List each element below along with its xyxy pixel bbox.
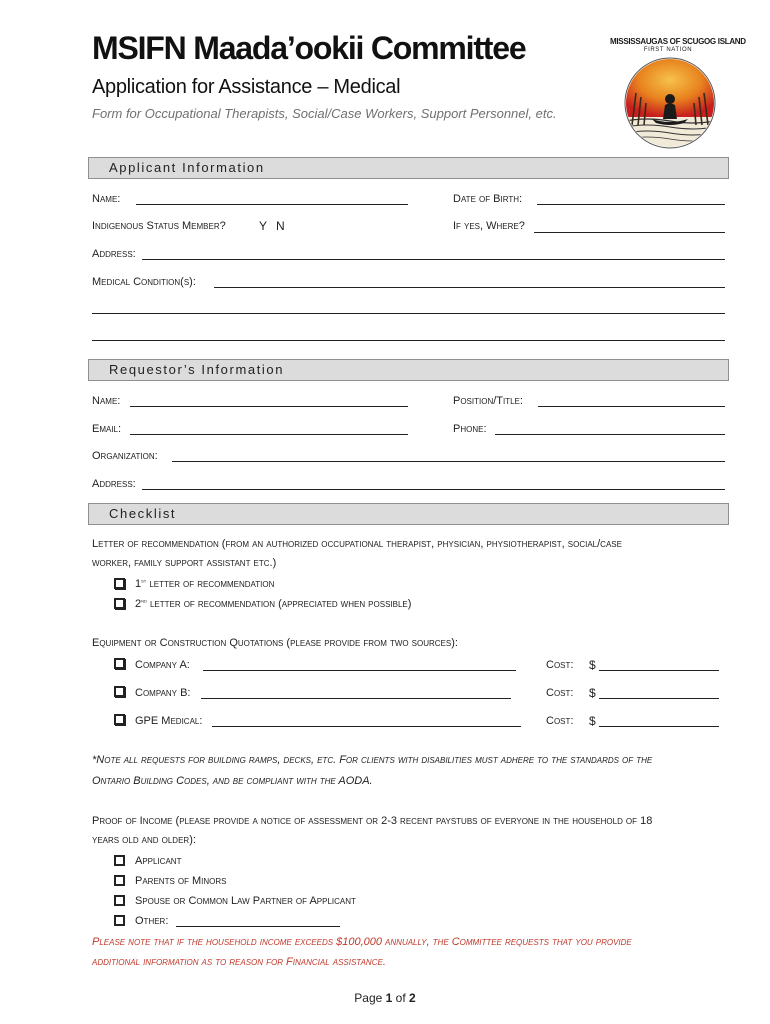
section-requestor-information bbox=[88, 359, 729, 381]
requestor-email-field[interactable] bbox=[130, 434, 408, 435]
gpe-medical-cost-label: Cost: bbox=[546, 715, 574, 727]
section-checklist bbox=[88, 503, 729, 525]
letter-1-item bbox=[135, 578, 274, 590]
medical-condition-field-line-3[interactable] bbox=[92, 340, 725, 341]
requestor-name-field[interactable] bbox=[130, 406, 408, 407]
income-threshold-note-line-1: Please note that if the household income exceeds $100,000 annually, the Committee requests that you provide bbox=[92, 936, 632, 948]
checkbox-company-b[interactable] bbox=[114, 686, 125, 697]
applicant-address-label: Address: bbox=[92, 248, 136, 260]
requestor-phone-field[interactable] bbox=[495, 434, 725, 435]
checkbox-other[interactable] bbox=[114, 915, 125, 926]
letter-intro-line-2: worker, family support assistant etc.) bbox=[92, 557, 277, 569]
section-applicant-information bbox=[88, 157, 729, 179]
section-heading: Applicant Information bbox=[109, 160, 265, 175]
section-heading: Checklist bbox=[109, 506, 177, 521]
income-parents-label: Parents of Minors bbox=[135, 875, 227, 887]
company-a-label: Company A: bbox=[135, 659, 190, 671]
page-word: Page bbox=[354, 991, 383, 1005]
letter-2-text: letter of recommendation (appreciated when possible) bbox=[149, 598, 412, 610]
letter-1-number: 1 bbox=[135, 578, 142, 590]
letter-1-ordinal: st bbox=[141, 578, 147, 585]
medical-condition-field-line-2[interactable] bbox=[92, 313, 725, 314]
gpe-medical-label: GPE Medical: bbox=[135, 715, 203, 727]
checkbox-company-a[interactable] bbox=[114, 658, 125, 669]
gpe-medical-field[interactable] bbox=[212, 726, 521, 727]
company-b-currency: $ bbox=[589, 686, 596, 700]
requestor-phone-label: Phone: bbox=[453, 423, 487, 435]
requestor-name-label: Name: bbox=[92, 395, 121, 407]
page-total: 2 bbox=[409, 991, 416, 1005]
requestor-organization-field[interactable] bbox=[172, 461, 725, 462]
letter-1-text: letter of recommendation bbox=[149, 578, 275, 590]
requestor-organization-label: Organization: bbox=[92, 450, 158, 462]
company-b-cost-field[interactable] bbox=[599, 698, 719, 699]
status-member-label: Indigenous Status Member? bbox=[92, 220, 226, 232]
form-title: MSIFN Maada’ookii Committee bbox=[92, 30, 526, 66]
letter-2-item bbox=[135, 598, 411, 610]
form-subtitle: Application for Assistance – Medical bbox=[92, 76, 401, 98]
income-threshold-note-line-2: additional information as to reason for Financial assistance. bbox=[92, 956, 386, 968]
company-b-cost-label: Cost: bbox=[546, 687, 574, 699]
building-note-line-1: *Note all requests for building ramps, decks, etc. For clients with disabilities must adhere to the standards of the bbox=[92, 754, 653, 766]
status-no-option[interactable]: N bbox=[276, 219, 285, 233]
requestor-position-field[interactable] bbox=[538, 406, 725, 407]
company-a-field[interactable] bbox=[203, 670, 516, 671]
logo-subname: FIRST NATION bbox=[643, 47, 693, 53]
requestor-position-label: Position/Title: bbox=[453, 395, 523, 407]
company-a-currency: $ bbox=[589, 658, 596, 672]
income-intro-line-1: Proof of Income (please provide a notice of assessment or 2-3 recent paystubs of everyone in the household of 18 bbox=[92, 815, 653, 827]
page-current: 1 bbox=[385, 991, 393, 1005]
company-b-label: Company B: bbox=[135, 687, 191, 699]
requestor-address-field[interactable] bbox=[142, 489, 725, 490]
checkbox-applicant[interactable] bbox=[114, 855, 125, 866]
applicant-name-label: Name: bbox=[92, 193, 121, 205]
company-a-cost-label: Cost: bbox=[546, 659, 574, 671]
letter-intro-line-1: Letter of recommendation (from an authorized occupational therapist, physician, physiotherapist, social/case bbox=[92, 538, 622, 550]
income-spouse-label: Spouse or Common Law Partner of Applicant bbox=[135, 895, 356, 907]
gpe-medical-currency: $ bbox=[589, 714, 596, 728]
checkbox-spouse[interactable] bbox=[114, 895, 125, 906]
quotes-intro: Equipment or Construction Quotations (please provide from two sources): bbox=[92, 637, 458, 649]
company-b-field[interactable] bbox=[201, 698, 511, 699]
income-applicant-label: Applicant bbox=[135, 855, 182, 867]
requestor-email-label: Email: bbox=[92, 423, 122, 435]
of-word: of bbox=[395, 991, 406, 1005]
first-nation-logo bbox=[622, 55, 718, 151]
applicant-address-field[interactable] bbox=[142, 259, 725, 260]
checkbox-gpe-medical[interactable] bbox=[114, 714, 125, 725]
letter-2-number: 2 bbox=[135, 598, 142, 610]
requestor-address-label: Address: bbox=[92, 478, 136, 490]
income-other-label: Other: bbox=[135, 915, 169, 927]
checkbox-letter-2[interactable] bbox=[114, 598, 125, 609]
applicant-name-field[interactable] bbox=[136, 204, 408, 205]
building-note-line-2: Ontario Building Codes, and be compliant with the AODA. bbox=[92, 775, 373, 787]
company-a-cost-field[interactable] bbox=[599, 670, 719, 671]
income-intro-line-2: years old and older): bbox=[92, 834, 196, 846]
section-heading: Requestor’s Information bbox=[109, 362, 285, 377]
income-other-field[interactable] bbox=[176, 926, 340, 927]
checkbox-parents-of-minors[interactable] bbox=[114, 875, 125, 886]
medical-condition-field[interactable] bbox=[214, 287, 725, 288]
status-where-field[interactable] bbox=[534, 232, 725, 233]
letter-2-ordinal: nd bbox=[141, 598, 147, 605]
applicant-dob-field[interactable] bbox=[537, 204, 725, 205]
status-yes-option[interactable]: Y bbox=[259, 219, 268, 233]
page-number bbox=[0, 991, 770, 1005]
logo-name: MISSISSAUGAS OF SCUGOG ISLAND bbox=[610, 37, 746, 46]
gpe-medical-cost-field[interactable] bbox=[599, 726, 719, 727]
medical-condition-label: Medical Condition(s): bbox=[92, 276, 196, 288]
applicant-dob-label: Date of Birth: bbox=[453, 193, 523, 205]
form-intro: Form for Occupational Therapists, Social/Case Workers, Support Personnel, etc. bbox=[92, 106, 557, 121]
status-where-label: If yes, Where? bbox=[453, 220, 525, 232]
checkbox-letter-1[interactable] bbox=[114, 578, 125, 589]
